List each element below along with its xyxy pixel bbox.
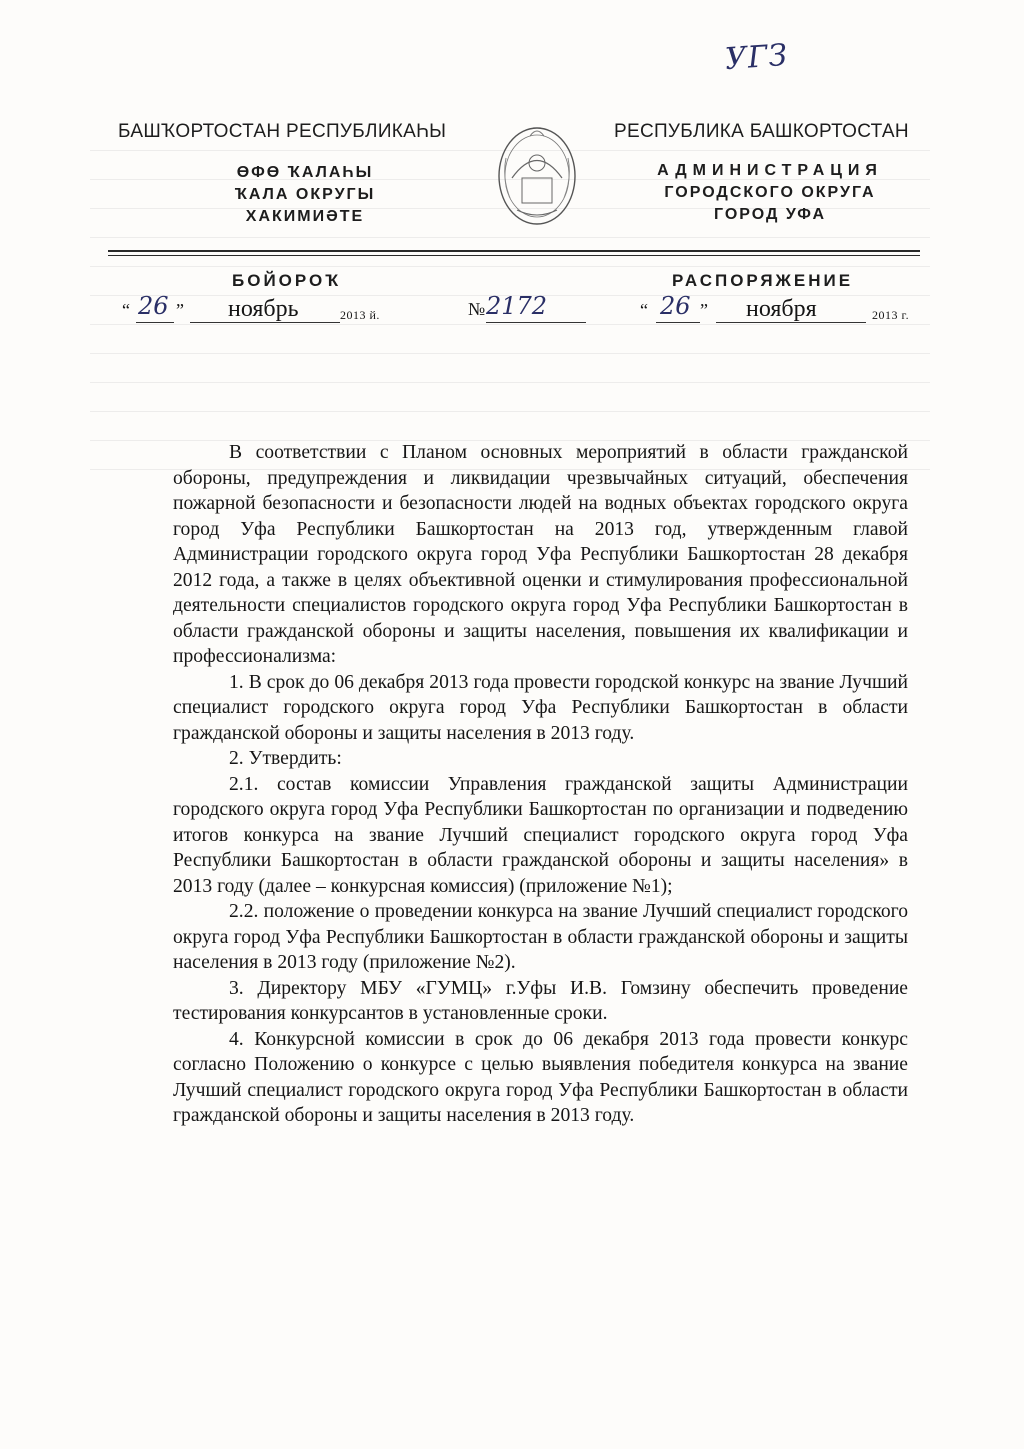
date-right: “ 26 ” ноября 2013 г. bbox=[640, 292, 910, 322]
org-name-left: ӨФӨ ҠАЛАҺЫ ҠАЛА ОКРУГЫ ХАКИМИӘТЕ bbox=[234, 164, 376, 225]
header-rule-thin bbox=[108, 255, 920, 256]
month-left: ноябрь bbox=[228, 296, 299, 322]
doc-type-left: БОЙОРОҠ bbox=[232, 271, 342, 290]
doc-type-right: РАСПОРЯЖЕНИЕ bbox=[672, 271, 854, 290]
handwritten-number: 2172 bbox=[486, 292, 548, 320]
document-number: № 2172 bbox=[468, 296, 608, 330]
emblem-icon bbox=[492, 118, 582, 230]
header-right-republic: РЕСПУБЛИКА БАШКОРТОСТАН bbox=[614, 121, 909, 142]
header-left-republic: БАШҠОРТОСТАН РЕСПУБЛИКАҺЫ bbox=[118, 121, 447, 142]
paragraph-preamble: В соответствии с Планом основных мероприятий в области гражданской обороны, предупреждения и ликвидации чрезвычайных ситуаций, обеспечения пожарной безопасности и безопасности людей на водных объектах городского округа город Уфа Республики Башкортостан на 2013 год, утвержденным главой Администрации городского округа город Уфа Республики Башкортостан 28 декабря 2012 года, а также в целях объективной оценки и стимулирования профессиональной деятельности специалистов городского округа город Уфа Республики Башкортостан в области гражданской обороны и защиты населения, повышения их квалификации и профессионализма: bbox=[173, 442, 908, 667]
handwritten-day-left: 26 bbox=[138, 292, 169, 320]
paragraph-item-2-2: 2.2. положение о проведении конкурса на звание Лучший специалист городского округа город Уфа Республики Башкортостан в области гражданской обороны и защиты населения в 2013 году (приложение №2). bbox=[173, 901, 908, 973]
org-name-right: АДМИНИСТРАЦИЯ ГОРОДСКОГО ОКРУГА ГОРОД УФА bbox=[657, 162, 883, 223]
handwritten-mark: УГЗ bbox=[723, 37, 790, 78]
header-rule bbox=[108, 250, 920, 252]
year-right: 2013 г. bbox=[872, 308, 910, 322]
paragraph-item-2: 2. Утвердить: bbox=[229, 748, 342, 769]
year-left: 2013 й. bbox=[340, 308, 380, 322]
paragraph-item-4: 4. Конкурсной комиссии в срок до 06 декабря 2013 года провести конкурс согласно Положению о конкурсе с целью выявления победителя конкурса на звание Лучший специалист городского округа город Уфа Республики Башкортостан в области гражданской обороны и защиты населения в 2013 году. bbox=[173, 1028, 908, 1126]
month-right: ноября bbox=[746, 296, 817, 322]
document-body bbox=[173, 440, 908, 1129]
paragraph-item-3: 3. Директору МБУ «ГУМЦ» г.Уфы И.В. Гомзину обеспечить проведение тестирования конкурсантов в установленные сроки. bbox=[173, 977, 908, 1024]
paragraph-item-2-1: 2.1. состав комиссии Управления гражданской защиты Администрации городского округа город Уфа Республики Башкортостан по организации и подведению итогов конкурса на звание Лучший специалист городского округа город Уфа Республики Башкортостан в области гражданской обороны и защиты населения» в 2013 году (далее – конкурсная комиссия) (приложение №1); bbox=[173, 773, 908, 897]
paragraph-item-1: 1. В срок до 06 декабря 2013 года провести городской конкурс на звание Лучший специалист городского округа город Уфа Республики Башкортостан в области гражданской обороны и защиты населения в 2013 году. bbox=[173, 671, 908, 744]
handwritten-day-right: 26 bbox=[660, 292, 691, 320]
date-left: “ 26 ” ноябрь 2013 й. bbox=[122, 292, 380, 322]
